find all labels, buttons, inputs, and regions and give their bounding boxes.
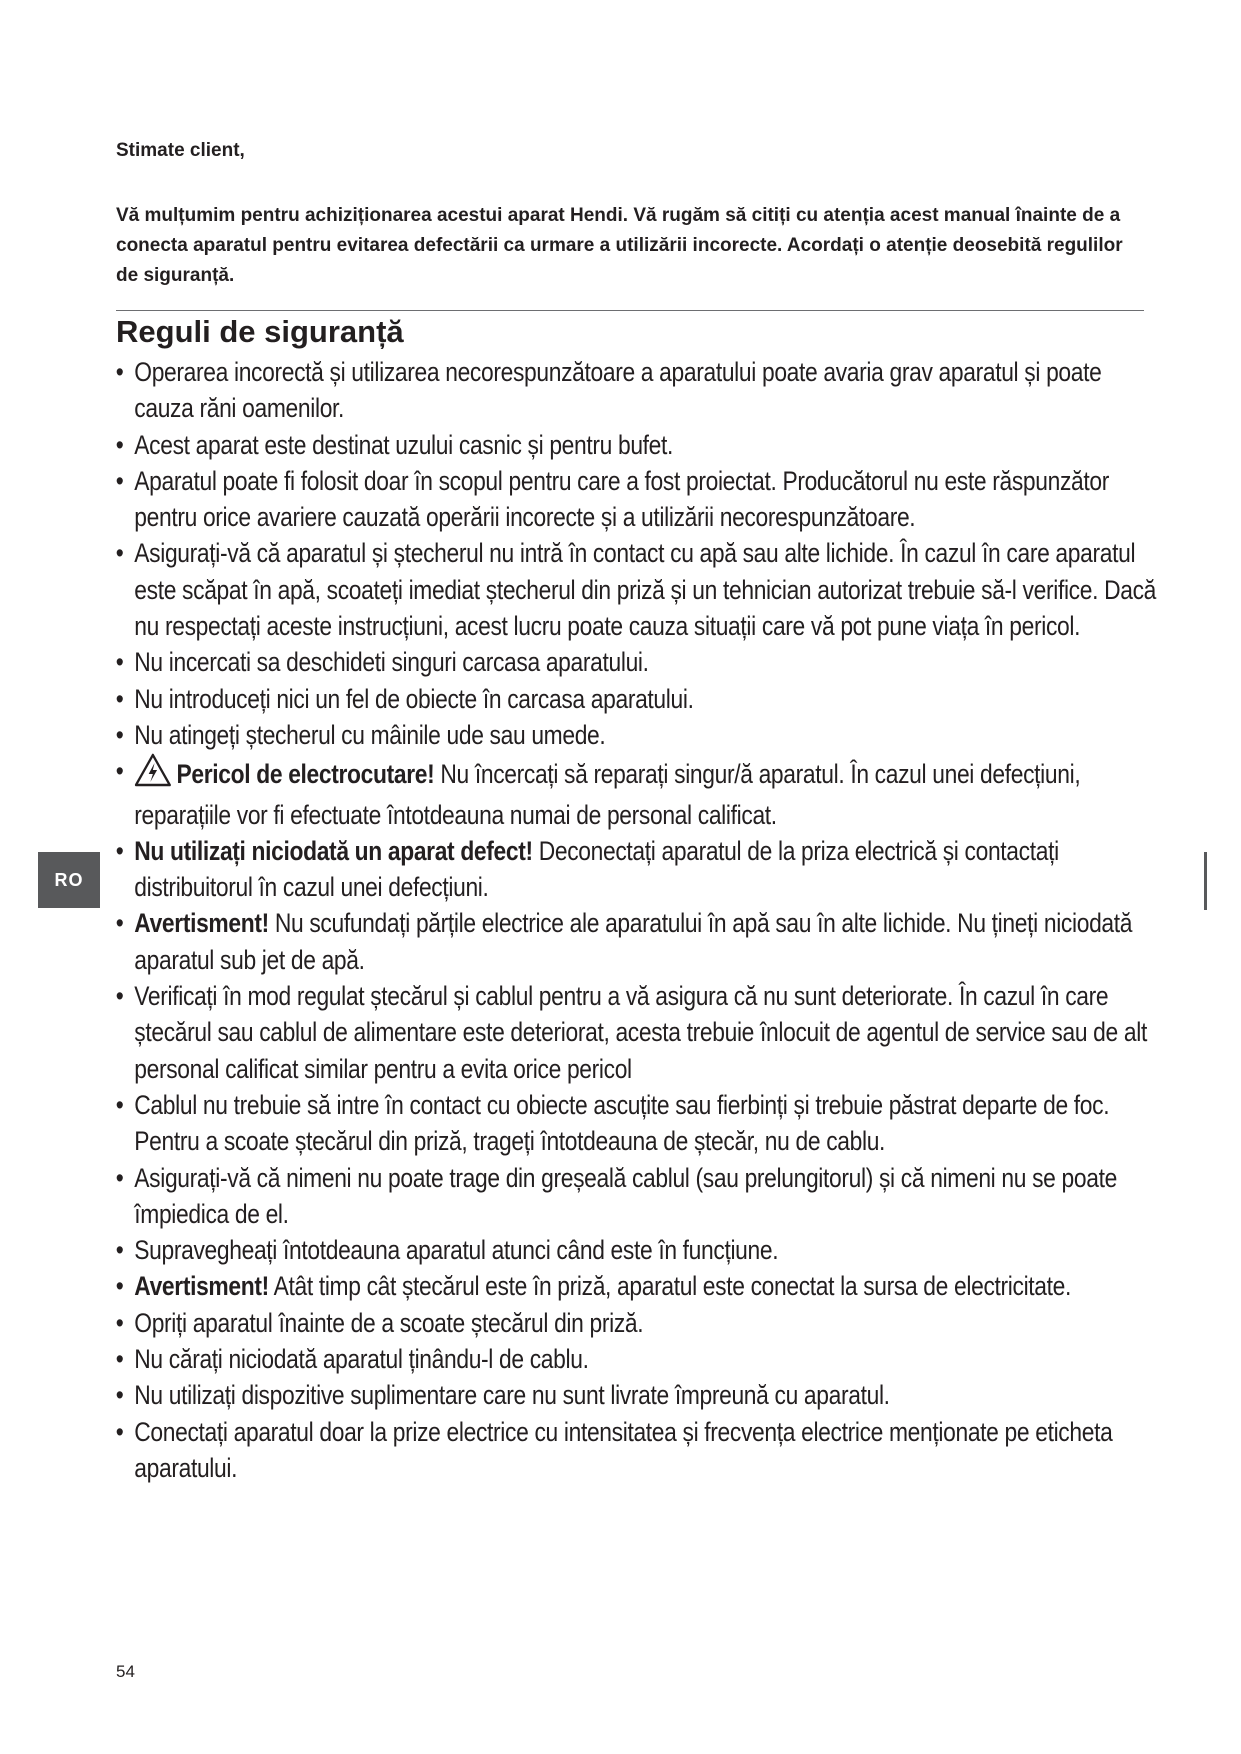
safety-rules-list [114,354,1160,1486]
rule-text: Cablul nu trebuie să intre în contact cu obiecte ascuțite sau fierbinți și trebuie păstrat departe de foc. Pentru a scoate ștecărul din priză, trageți întotdeauna de ștecăr, nu de cablu. [134,1089,1110,1157]
rule-lead: Nu utilizați niciodată un aparat defect! [134,835,533,866]
section-title: Reguli de siguranță [116,314,404,349]
bullet: • [115,981,124,1012]
rule-text: Acest aparat este destinat uzului casnic și pentru bufet. [134,429,674,460]
rule-text: Asigurați-vă că aparatul și ștecherul nu intră în contact cu apă sau alte lichide. În cazul în care aparatul este scăpat în apă, scoateți imediat ștecherul din priză și un tehnician autorizat trebuie să-l verifice. Dacă nu respectați aceste instrucțiuni, acest lucru poate cauza situații care vă pot pune viața în pericol. [134,538,1157,642]
bullet: • [115,1271,124,1302]
bullet: • [115,465,124,496]
bullet: • [115,1162,124,1193]
rule-item [114,463,1160,536]
rule-item [114,427,1160,463]
rule-text: Nu introduceți nici un fel de obiecte în carcasa aparatului. [134,683,694,714]
rule-text: Nu atingeți ștecherul cu mâinile ude sau umede. [134,719,606,750]
rule-item [114,833,1160,906]
rule-item [114,717,1160,753]
bullet: • [115,647,124,678]
rule-item [114,681,1160,717]
rule-text: Asigurați-vă că nimeni nu poate trage din greșeală cablul (sau prelungitorul) și că nimeni nu se poate împiedica de el. [134,1162,1117,1229]
bullet: • [115,357,124,387]
bullet: • [115,835,124,866]
rule-item [114,1305,1160,1341]
bullet: • [115,1344,124,1375]
bullet: • [115,683,124,714]
rule-item [114,354,1160,427]
bullet: • [115,538,124,569]
electric-shock-warning-icon [134,753,171,796]
rule-text: Aparatul poate fi folosit doar în scopul pentru care a fost proiectat. Producătorul nu este răspunzător pentru orice avariere cauzată operării incorecte și a utilizării necorespunzătoare. [134,465,1109,533]
rule-item [114,978,1160,1087]
page-number: 54 [116,1662,135,1681]
rule-text: Nu cărați niciodată aparatul ținându-l de cablu. [134,1344,589,1375]
rule-item [114,1414,1160,1487]
rule-item [114,1268,1160,1304]
rule-lead: Avertisment! [134,908,269,939]
bullet: • [115,1089,124,1120]
rule-text: Nu utilizați dispozitive suplimentare care nu sunt livrate împreună cu aparatul. [134,1380,890,1411]
rule-item [114,1160,1160,1233]
rule-item [114,905,1160,978]
bullet: • [115,719,124,750]
rule-item [114,1087,1160,1160]
bullet: • [115,429,124,460]
rule-item [114,1232,1160,1268]
rule-text: Operarea incorectă și utilizarea necorespunzătoare a aparatului poate avaria grav aparatul și poate cauza răni oamenilor. [134,357,1102,424]
rule-lead: Avertisment! [134,1271,269,1302]
rule-text: Deconectați aparatul de la priza electrică și contactați distribuitorul în cazul unei defecțiuni. [134,835,1059,903]
rule-text: Nu încercați să reparați singur/ă aparatul. În cazul unei defecțiuni, reparațiile vor fi efectuate întotdeauna numai de personal calificat. [134,759,1081,830]
rule-text: Supravegheați întotdeauna aparatul atunci când este în funcțiune. [134,1235,779,1266]
rule-item [114,644,1160,680]
intro-paragraph: Vă mulțumim pentru achiziționarea acestui aparat Hendi. Vă rugăm să citiți cu atenția acest manual înainte de a conecta aparatul pentru evitarea defectării ca urmare a utilizării incorecte. Acordați o atenție deosebită regulilor de siguranță. [116,205,1123,286]
rule-text: Opriți aparatul înainte de a scoate ștecărul din priză. [134,1307,644,1338]
rule-text: Atât timp cât ștecărul este în priză, aparatul este conectat la sursa de electricitate. [268,1271,1072,1302]
rule-item-electric-danger [114,753,1160,833]
margin-marker [1204,852,1207,910]
greeting: Stimate client, [116,140,245,161]
rule-text: Nu scufundați părțile electrice ale aparatului în apă sau în alte lichide. Nu țineți niciodată aparatul sub jet de apă. [134,908,1133,975]
rule-item [114,1377,1160,1413]
rule-text: Nu incercati sa deschideti singuri carcasa aparatului. [134,647,649,678]
rule-text: Conectați aparatul doar la prize electrice cu intensitatea și frecvența electrice menționate pe eticheta aparatului. [134,1416,1113,1483]
rule-item [114,1341,1160,1377]
bullet: • [115,1307,124,1338]
language-tab: RO [38,852,100,908]
rule-lead: Pericol de electrocutare! [176,759,435,790]
section-divider [116,310,1144,311]
bullet: • [115,1416,124,1447]
bullet: • [115,1380,124,1411]
bullet: • [115,756,124,787]
bullet: • [115,908,124,939]
bullet: • [115,1235,124,1266]
rule-text: Verificați în mod regulat ștecărul și cablul pentru a vă asigura că nu sunt deteriorate. În cazul în care ștecărul sau cablul de alimentare este deteriorat, acesta trebuie înlocuit de agentul de service sau de alt personal calificat similar pentru a evita orice pericol [134,981,1147,1084]
rule-item [114,535,1160,644]
